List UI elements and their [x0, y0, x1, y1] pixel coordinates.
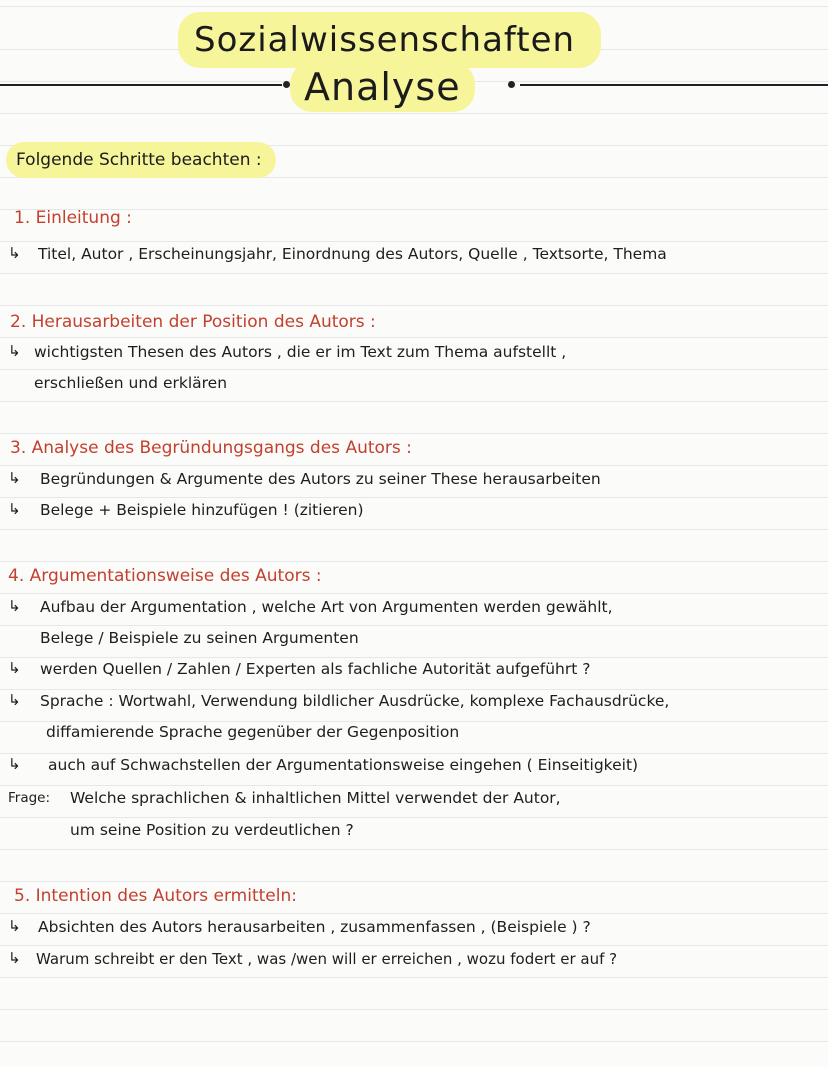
section-4-heading: 4. Argumentationsweise des Autors : [8, 566, 322, 586]
title-dot-left [283, 81, 290, 88]
arrow-icon: ↳ [8, 659, 21, 677]
question-line-1: Welche sprachlichen & inhaltlichen Mittel verwendet der Autor, [70, 789, 561, 807]
section-3-heading: 3. Analyse des Begründungsgangs des Autors : [10, 438, 412, 458]
arrow-icon: ↳ [8, 342, 21, 360]
page-subtitle: Analyse [290, 62, 475, 112]
section-4-bullet-1-cont: Belege / Beispiele zu seinen Argumenten [40, 629, 359, 647]
arrow-icon: ↳ [8, 469, 21, 487]
arrow-icon: ↳ [8, 500, 21, 518]
section-1-heading: 1. Einleitung : [14, 208, 132, 228]
section-1-bullet-1: Titel, Autor , Erscheinungsjahr, Einordnung des Autors, Quelle , Textsorte, Thema [38, 245, 667, 263]
section-5-bullet-1: Absichten des Autors herausarbeiten , zusammenfassen , (Beispiele ) ? [38, 918, 591, 936]
arrow-icon: ↳ [8, 597, 21, 615]
section-4-bullet-1: Aufbau der Argumentation , welche Art von Argumenten werden gewählt, [40, 598, 613, 616]
section-4-bullet-2: werden Quellen / Zahlen / Experten als fachliche Autorität aufgeführt ? [40, 660, 591, 678]
section-2-heading: 2. Herausarbeiten der Position des Autors : [10, 312, 376, 332]
section-2-bullet-1-cont: erschließen und erklären [34, 374, 228, 392]
section-3-bullet-1: Begründungen & Argumente des Autors zu seiner These herausarbeiten [40, 470, 601, 488]
question-label: Frage: [8, 790, 51, 806]
arrow-icon: ↳ [8, 949, 21, 967]
section-5-heading: 5. Intention des Autors ermitteln: [14, 886, 297, 906]
section-2-bullet-1: wichtigsten Thesen des Autors , die er im Text zum Thema aufstellt , [34, 343, 567, 361]
arrow-icon: ↳ [8, 755, 21, 773]
section-4-bullet-3: Sprache : Wortwahl, Verwendung bildlicher Ausdrücke, komplexe Fachausdrücke, [40, 692, 670, 710]
section-4-bullet-3-cont: diffamierende Sprache gegenüber der Gegenposition [46, 723, 460, 741]
intro-heading: Folgende Schritte beachten : [6, 142, 276, 178]
page-title: Sozialwissenschaften [178, 12, 601, 68]
section-5-bullet-2: Warum schreibt er den Text , was /wen will er erreichen , wozu fodert er auf ? [36, 950, 618, 968]
title-divider-right [520, 84, 828, 86]
title-divider-left [0, 84, 282, 86]
section-3-bullet-2: Belege + Beispiele hinzufügen ! (zitieren) [40, 501, 364, 519]
arrow-icon: ↳ [8, 244, 21, 262]
question-line-2: um seine Position zu verdeutlichen ? [70, 821, 354, 839]
arrow-icon: ↳ [8, 691, 21, 709]
title-dot-right [508, 81, 515, 88]
arrow-icon: ↳ [8, 917, 21, 935]
section-4-bullet-4: auch auf Schwachstellen der Argumentationsweise eingehen ( Einseitigkeit) [48, 756, 639, 774]
